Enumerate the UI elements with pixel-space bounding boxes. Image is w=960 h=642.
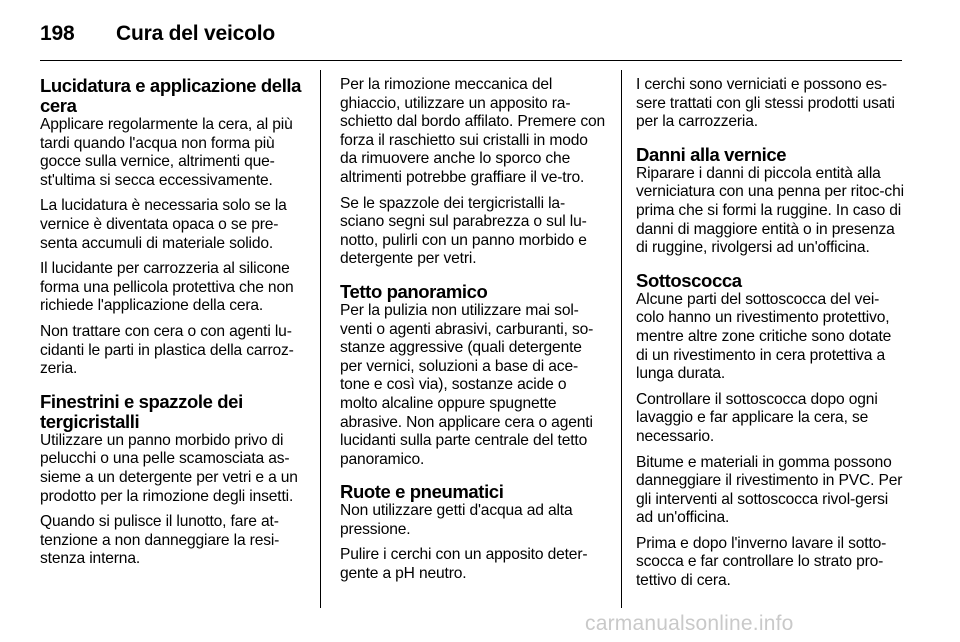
section xyxy=(636,145,906,258)
paragraph: Bitume e materiali in gomma possono danneggiare il rivestimento in PVC. Per gli interventi al sottoscocca rivol-gersi ad un'officina. xyxy=(636,453,903,527)
section xyxy=(340,76,606,269)
paragraph: Per la rimozione meccanica del ghiaccio, utilizzare un apposito ra-schietto dal bordo affilato. Premere con forza il raschietto sui cristalli in modo da rimuovere anche lo sporco che altrimenti potrebbe graffiare il ve-tro. xyxy=(340,76,606,186)
section xyxy=(340,482,606,583)
column-3 xyxy=(636,76,906,598)
watermark: carmanualsonline.info xyxy=(585,612,794,635)
section-heading: Lucidatura e applicazione della cera xyxy=(40,75,302,116)
section-heading: Danni alla vernice xyxy=(636,143,787,165)
section xyxy=(40,76,306,379)
paragraph: Prima e dopo l'inverno lavare il sotto-scocca e far controllare lo strato pro-tettivo di cera. xyxy=(636,534,887,590)
paragraph: Se le spazzole dei tergicristalli la-sciano segni sul parabrezza o sul lu-notto, pulirli con un panno morbido e detergente per vetri. xyxy=(340,194,587,268)
paragraph: Non trattare con cera o con agenti lu-cidanti le parti in plastica della carroz-zeria. xyxy=(40,322,294,378)
paragraph: Il lucidante per carrozzeria al silicone forma una pellicola protettiva che non richiede l'applicazione della cera. xyxy=(40,260,294,315)
paragraph: Utilizzare un panno morbido privo di pelucchi o una pelle scamosciata as-sieme a un detergente per vetri e a un prodotto per la rimozione degli insetti. xyxy=(40,431,298,505)
paragraph: Controllare il sottoscocca dopo ogni lavaggio e far applicare la cera, se necessario. xyxy=(636,390,878,445)
header-rule xyxy=(40,60,902,61)
page-number: 198 xyxy=(40,22,75,45)
paragraph: Riparare i danni di piccola entità alla verniciatura con una penna per ritoc-chi prima che si formi la ruggine. In caso di danni di maggiore entità o in presenza di ruggine, rivolgersi ad un'officina. xyxy=(636,164,904,257)
paragraph: Per la pulizia non utilizzare mai sol-venti o agenti abrasivi, carburanti, so-stanze aggressive (quali detergente per vernici, soluzioni a base di ace-tone e così via), sostanze acide o molto alcaline oppure spugnette abrasive. Non applicare cera o agenti lucidanti sulla parte centrale del tetto panoramico. xyxy=(340,301,594,468)
section-heading: Ruote e pneumatici xyxy=(340,481,504,503)
paragraph: I cerchi sono verniciati e possono es-sere trattati con gli stessi prodotti usati per la carrozzeria. xyxy=(636,76,895,131)
paragraph: La lucidatura è necessaria solo se la vernice è diventata opaca o se pre-senta accumuli di materiale solido. xyxy=(40,197,287,252)
section xyxy=(636,271,906,591)
section-heading: Tetto panoramico xyxy=(340,280,488,302)
section xyxy=(40,392,306,569)
paragraph: Pulire i cerchi con un apposito deter-gente a pH neutro. xyxy=(340,546,588,583)
column-1 xyxy=(40,76,306,576)
page-header xyxy=(40,22,275,46)
column-divider xyxy=(621,70,622,608)
section-heading: Sottoscocca xyxy=(636,269,742,291)
column-2 xyxy=(340,76,606,591)
section-heading: Finestrini e spazzole dei tergicristalli xyxy=(40,390,243,432)
paragraph: Applicare regolarmente la cera, al più tardi quando l'acqua non forma più gocce sulla vernice, altrimenti que-st'ultima si secca eccessivamente. xyxy=(40,116,293,189)
section xyxy=(636,76,906,132)
paragraph: Non utilizzare getti d'acqua ad alta pressione. xyxy=(340,502,573,538)
page-title: Cura del veicolo xyxy=(116,22,276,45)
paragraph: Alcune parti del sottoscocca del vei-colo hanno un rivestimento protettivo, mentre altre zone critiche sono dotate di un rivestimento in cera protettiva a lunga durata. xyxy=(636,290,892,383)
column-divider xyxy=(320,70,321,608)
paragraph: Quando si pulisce il lunotto, fare at-tenzione a non danneggiare la resi-stenza interna. xyxy=(40,513,280,568)
section xyxy=(340,282,606,469)
